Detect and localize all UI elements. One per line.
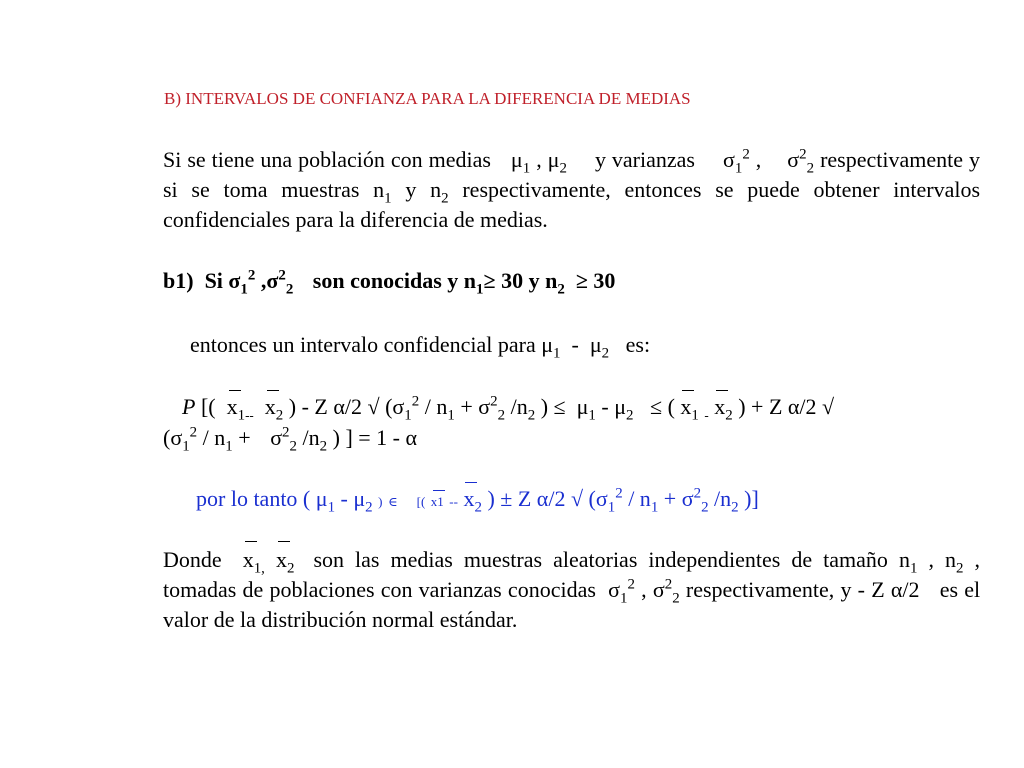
- intro-paragraph: Si se tiene una población con medias $\mu_1$ , $\mu_2$ y varianzas $\sigma_1^2$ , $\sigma^2_2$ respectivamente y si se toma muestras $n_1$ y $n_2$ respectivamente, entonces se puede obtener intervalos confidenciales para la diferencia de medias.: [163, 146, 981, 232]
- probability-formula-line1: P [( $x_{1--}$ $x_2$ ) - Z α/2 √ ($\sigma_1^2 / n_1 + \sigma^2_2$ $/n_2$ ) ≤ $\mu_1 - \mu_2$ ≤ ( $x_1$ $_-$ $x_2$ ) + Z α/2 √: [182, 393, 835, 424]
- case-b1-heading: b1) Si $\sigma_1^2$ $,\sigma^2_2$ son conocidas y $n_1\ge 30$ y $n_2 \ge 30$: [163, 267, 616, 298]
- where-paragraph: Donde $x_{1,}$ $x_2$ son las medias muestras aleatorias independientes de tamaño $n_1$ , $n_2$ , tomadas de poblaciones con varianzas conocidas $\sigma_1^2$ , $\sigma^2_2$ respectivamente, y - Z α/2 es el valor de la distribución normal estándar.: [163, 547, 981, 632]
- section-heading: B) INTERVALOS DE CONFIANZA PARA LA DIFERENCIA DE MEDIAS: [164, 89, 691, 108]
- interval-intro-line: entonces un intervalo confidencial para $\mu_1 - \mu_2$ es:: [190, 332, 651, 362]
- therefore-interval-line: por lo tanto ( $\mu_1 - \mu_2$ ) ∈ [( $x1 -- x_2$ ) ± Z α/2 √ ($\sigma_1^2 / n_1 + \sigma^2_2$ $/n_2$ )]: [196, 485, 759, 516]
- probability-formula-line2: ($\sigma_1^2 / n_1 + \sigma^2_2$ $/n_2$ ) ] = 1 - α: [163, 424, 418, 455]
